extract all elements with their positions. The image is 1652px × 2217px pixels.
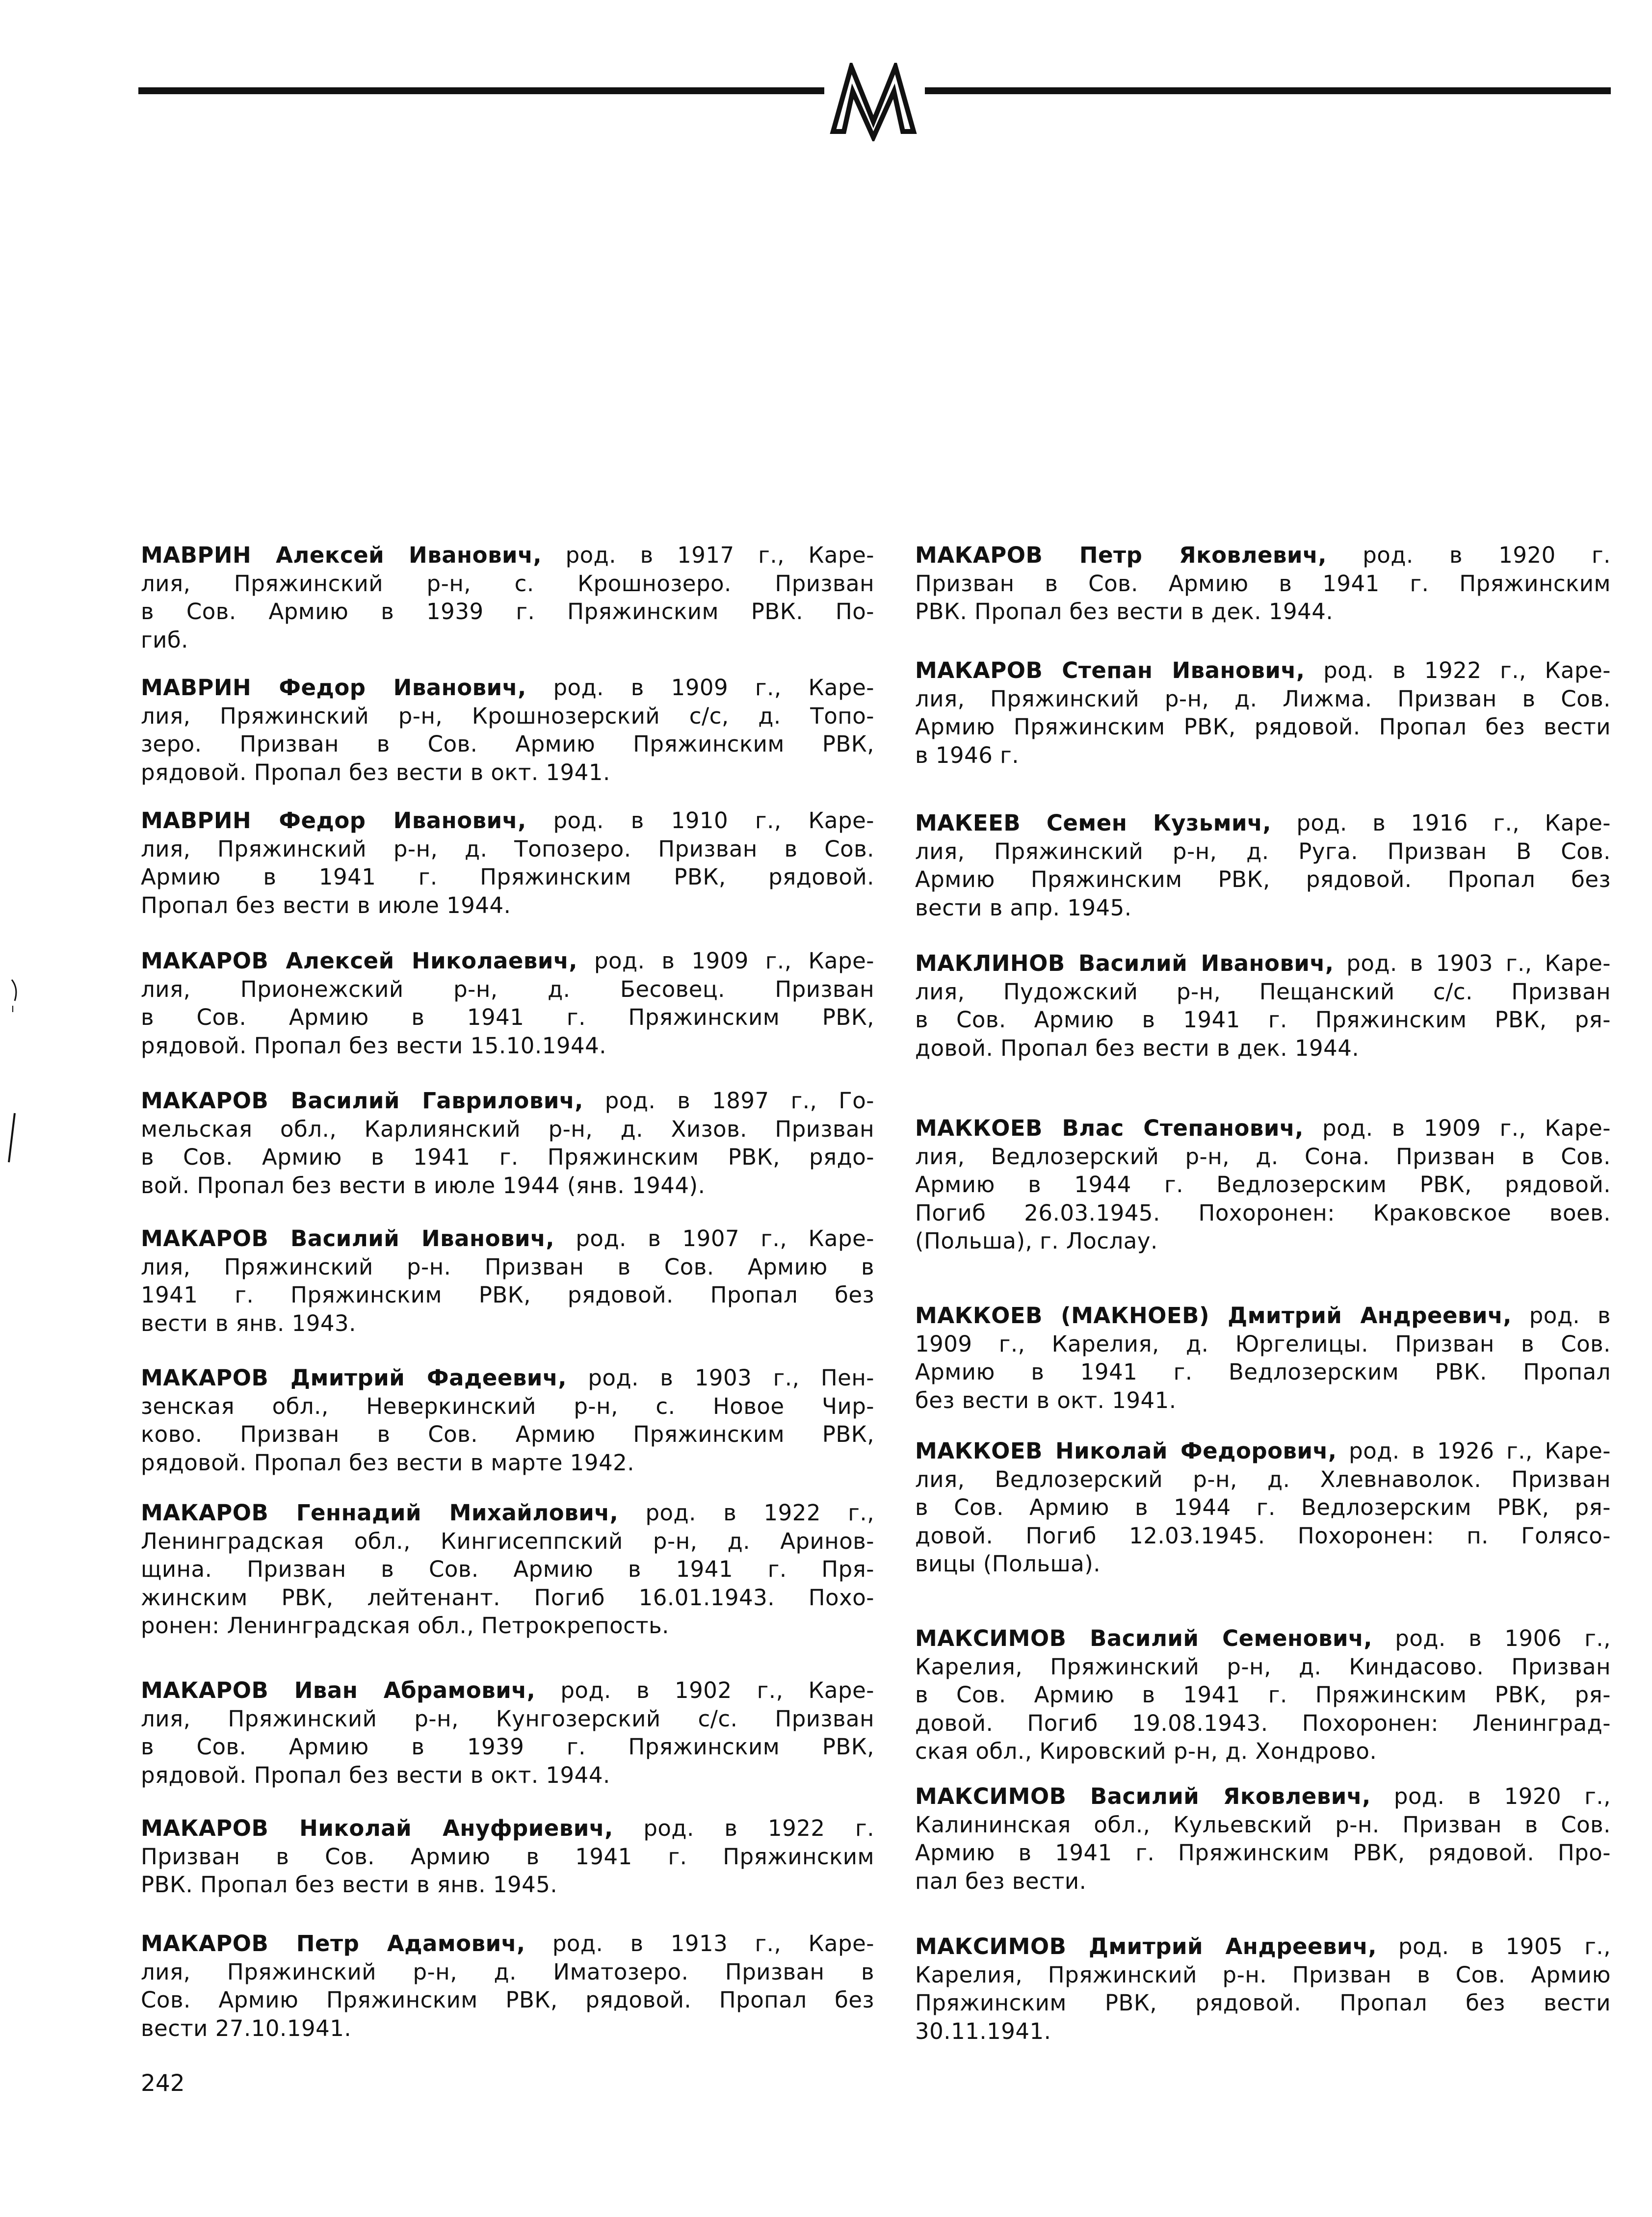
entry-text: род. в 1920 г.: [1327, 542, 1611, 568]
biography-entry: [915, 1782, 1611, 1895]
entry-name: МАВРИН Алексей Иванович,: [141, 542, 542, 568]
entry-line: [141, 1612, 874, 1640]
entry-line: [915, 1737, 1611, 1766]
entry-line: [915, 1386, 1611, 1415]
entry-text: жинским РВК, лейтенант. Погиб 16.01.1943. Похо-: [141, 1584, 874, 1611]
entry-line: [915, 1143, 1611, 1171]
entry-text: ская обл., Кировский р-н, д. Хондрово.: [915, 1738, 1377, 1764]
entry-line: [915, 656, 1611, 685]
entry-name: МАКАРОВ Василий Гаврилович,: [141, 1088, 583, 1114]
entry-line: [141, 1555, 874, 1584]
entry-text: Карелия, Пряжинский р-н. Призван в Сов. Армию: [915, 1961, 1611, 1988]
entry-line: [915, 1681, 1611, 1709]
entry-line: [915, 1811, 1611, 1839]
entry-text: лия, Пряжинский р-н, д. Лижма. Призван в Сов.: [915, 685, 1611, 712]
entry-text: ково. Призван в Сов. Армию Пряжинским РВК,: [141, 1421, 874, 1447]
biography-entry: [915, 541, 1611, 626]
entry-line: [141, 1676, 874, 1705]
entry-text: лия, Пряжинский р-н, Крошнозерский с/с, д. Топо-: [141, 703, 874, 729]
entry-text: род. в 1913 г., Каре-: [525, 1930, 874, 1956]
entry-text: пал без вести.: [915, 1868, 1087, 1894]
biography-entry: [141, 674, 874, 786]
entry-name: МАКАРОВ Петр Адамович,: [141, 1930, 525, 1956]
entry-line: [141, 1281, 874, 1309]
entry-line: [141, 975, 874, 1004]
entry-line: [141, 1143, 874, 1172]
entry-name: МАКЕЕВ Семен Кузьмич,: [915, 810, 1272, 836]
entry-text: 1941 г. Пряжинским РВК, рядовой. Пропал без: [141, 1282, 874, 1308]
entry-line: [915, 741, 1611, 770]
entry-line: [915, 1465, 1611, 1494]
entry-name: МАКАРОВ Петр Яковлевич,: [915, 542, 1327, 568]
entry-text: род. в 1905 г.,: [1377, 1933, 1611, 1959]
entry-text: Армию в 1941 г. Пряжинским РВК, рядовой. Про-: [915, 1840, 1611, 1866]
entry-name: МАВРИН Федор Иванович,: [141, 808, 526, 834]
entry-line: [915, 1199, 1611, 1227]
entry-line: [141, 1115, 874, 1144]
entry-name: МАКАРОВ Алексей Николаевич,: [141, 948, 577, 974]
entry-line: [141, 1733, 874, 1761]
entry-line: [915, 1989, 1611, 2017]
entry-text: в Сов. Армию в 1941 г. Пряжинским РВК, рядо-: [141, 1144, 874, 1170]
entry-text: в Сов. Армию в 1939 г. Пряжинским РВК. По-: [141, 599, 874, 625]
entry-text: род. в 1903 г., Каре-: [1334, 950, 1611, 976]
entry-name: МАККОЕВ Николай Федорович,: [915, 1438, 1337, 1464]
entry-text: Армию в 1941 г. Ведлозерским РВК. Пропал: [915, 1359, 1611, 1385]
margin-mark: [7, 1111, 17, 1165]
entry-line: [915, 1550, 1611, 1578]
entry-text: род. в 1909 г., Каре-: [1303, 1115, 1611, 1141]
entry-text: в Сов. Армию в 1944 г. Ведлозерским РВК, ря-: [915, 1494, 1611, 1520]
entry-text: ронен: Ленинградская обл., Петрокрепость.: [141, 1613, 669, 1639]
biography-entry: [915, 1437, 1611, 1578]
entry-text: вести 27.10.1941.: [141, 2015, 352, 2041]
entry-line: [141, 891, 874, 920]
entry-text: зеро. Призван в Сов. Армию Пряжинским РВК,: [141, 731, 874, 757]
header-rule-left: [138, 87, 824, 94]
entry-text: довой. Пропал без вести в дек. 1944.: [915, 1035, 1360, 1061]
entry-text: гиб.: [141, 626, 188, 653]
entry-text: род. в: [1511, 1303, 1611, 1329]
entry-text: род. в 1926 г., Каре-: [1337, 1438, 1611, 1464]
entry-text: зенская обл., Неверкинский р-н, с. Новое Чир-: [141, 1393, 874, 1419]
entry-text: род. в 1907 г., Каре-: [554, 1226, 874, 1252]
biography-entry: [915, 1624, 1611, 1766]
entry-line: [141, 1584, 874, 1612]
entry-line: [915, 1932, 1611, 1961]
entry-line: [915, 865, 1611, 894]
entry-text: лия, Пряжинский р-н, д. Руга. Призван В Сов.: [915, 838, 1611, 864]
entry-line: [915, 1034, 1611, 1063]
entry-line: [915, 1867, 1611, 1896]
entry-line: [141, 1309, 874, 1338]
entry-text: род. в 1902 г., Каре-: [535, 1677, 874, 1703]
entry-line: [141, 758, 874, 787]
entry-line: [141, 1986, 874, 2014]
entry-line: [915, 1227, 1611, 1255]
entry-line: [141, 2014, 874, 2043]
entry-text: лия, Пряжинский р-н, Кунгозерский с/с. Призван: [141, 1705, 874, 1732]
entry-line: [141, 702, 874, 730]
biography-entry: [141, 1364, 874, 1477]
entry-text: мельская обл., Карлиянский р-н, д. Хизов. Призван: [141, 1116, 874, 1142]
entry-line: [141, 863, 874, 891]
entry-line: [141, 626, 874, 654]
entry-name: МАКАРОВ Василий Иванович,: [141, 1226, 555, 1252]
entry-text: Пряжинским РВК, рядовой. Пропал без вести: [915, 1990, 1611, 2016]
entry-text: Ленинградская обл., Кингисеппский р-н, д. Аринов-: [141, 1528, 874, 1554]
entry-text: в Сов. Армию в 1939 г. Пряжинским РВК,: [141, 1734, 874, 1760]
biography-entry: [141, 541, 874, 654]
entry-text: рядовой. Пропал без вести в марте 1942.: [141, 1449, 635, 1476]
entry-text: лия, Прионежский р-н, д. Бесовец. Призван: [141, 976, 874, 1002]
entry-line: [141, 570, 874, 598]
biography-entry: [141, 947, 874, 1060]
entry-line: [915, 837, 1611, 866]
entry-name: МАКАРОВ Геннадий Михайлович,: [141, 1500, 619, 1526]
biography-entry: [141, 1499, 874, 1640]
entry-text: лия, Пряжинский р-н, с. Крошнозеро. Призван: [141, 570, 874, 597]
biography-entry: [141, 807, 874, 919]
entry-text: в Сов. Армию в 1941 г. Пряжинским РВК, ря-: [915, 1007, 1611, 1033]
entry-line: [141, 807, 874, 835]
biography-entry: [141, 1225, 874, 1337]
entry-name: МАКАРОВ Николай Ануфриевич,: [141, 1815, 613, 1841]
entry-line: [141, 1420, 874, 1449]
entry-text: (Польша), г. Лослау.: [915, 1228, 1158, 1254]
entry-text: РВК. Пропал без вести в дек. 1944.: [915, 599, 1334, 625]
biography-entry: [915, 1114, 1611, 1255]
entry-line: [915, 1358, 1611, 1386]
entry-text: лия, Ведлозерский р-н, д. Хлевнаволок. Призван: [915, 1466, 1611, 1492]
entry-line: [141, 730, 874, 758]
entry-name: МАКАРОВ Иван Абрамович,: [141, 1677, 536, 1703]
entry-text: род. в 1922 г.,: [618, 1500, 874, 1526]
entry-text: род. в 1903 г., Пен-: [566, 1365, 874, 1391]
entry-text: без вести в окт. 1941.: [915, 1387, 1177, 1413]
entry-line: [141, 541, 874, 570]
entry-text: Калининская обл., Кульевский р-н. Призван в Сов.: [915, 1811, 1611, 1838]
biography-entry: [915, 1302, 1611, 1414]
entry-line: [915, 1437, 1611, 1465]
entry-text: в Сов. Армию в 1941 г. Пряжинским РВК, ря-: [915, 1682, 1611, 1708]
entry-line: [915, 1961, 1611, 1989]
entry-line: [915, 1522, 1611, 1550]
entry-line: [915, 1114, 1611, 1143]
entry-line: [915, 598, 1611, 626]
entry-line: [915, 1171, 1611, 1199]
biography-entry: [915, 1932, 1611, 2045]
entry-text: род. в 1922 г., Каре-: [1305, 657, 1611, 683]
entry-text: род. в 1922 г.: [613, 1815, 874, 1841]
entry-line: [915, 1653, 1611, 1681]
entry-line: [915, 1624, 1611, 1653]
entry-line: [915, 1302, 1611, 1330]
entry-line: [915, 809, 1611, 837]
entry-line: [141, 1930, 874, 1958]
entry-text: Пропал без вести в июле 1944.: [141, 892, 511, 918]
entry-text: Призван в Сов. Армию в 1941 г. Пряжинским: [141, 1843, 874, 1870]
entry-text: род. в 1906 г.,: [1372, 1625, 1611, 1651]
section-letter-m-icon: [829, 63, 918, 141]
entry-text: Армию Пряжинским РВК, рядовой. Пропал без: [915, 866, 1611, 892]
entry-line: [141, 1871, 874, 1899]
entry-line: [915, 1782, 1611, 1811]
entry-line: [915, 713, 1611, 741]
entry-text: лия, Ведлозерский р-н, д. Сона. Призван в Сов.: [915, 1143, 1611, 1170]
entry-line: [915, 1709, 1611, 1738]
entry-text: род. в 1917 г., Каре-: [542, 542, 874, 568]
page-number: 242: [141, 2070, 185, 2097]
entry-line: [141, 1003, 874, 1032]
entry-name: МАКСИМОВ Василий Яковлевич,: [915, 1783, 1371, 1809]
margin-mark: [9, 979, 19, 1013]
entry-line: [141, 1958, 874, 1986]
entry-text: род. в 1910 г., Каре-: [526, 808, 874, 834]
entry-text: Карелия, Пряжинский р-н, д. Киндасово. Призван: [915, 1653, 1611, 1680]
entry-text: род. в 1916 г., Каре-: [1271, 810, 1611, 836]
entry-text: лия, Пряжинский р-н, д. Топозеро. Призван в Сов.: [141, 835, 874, 862]
entry-line: [915, 1330, 1611, 1358]
entry-line: [141, 835, 874, 863]
entry-text: 30.11.1941.: [915, 2018, 1051, 2044]
entry-text: Армию в 1941 г. Пряжинским РВК, рядовой.: [141, 864, 874, 890]
entry-text: в Сов. Армию в 1941 г. Пряжинским РВК,: [141, 1004, 874, 1030]
entry-text: рядовой. Пропал без вести в окт. 1944.: [141, 1762, 610, 1788]
entry-line: [915, 570, 1611, 598]
entry-text: род. в 1909 г., Каре-: [526, 675, 874, 701]
entry-line: [141, 598, 874, 626]
entry-line: [915, 1493, 1611, 1522]
entry-text: род. в 1897 г., Го-: [583, 1088, 874, 1114]
entry-text: щина. Призван в Сов. Армию в 1941 г. Пря-: [141, 1556, 874, 1582]
biography-entry: [141, 1814, 874, 1899]
entry-text: лия, Пудожский р-н, Пещанский с/с. Призван: [915, 978, 1611, 1005]
entry-line: [141, 1705, 874, 1733]
biography-entry: [141, 1930, 874, 2042]
entry-line: [141, 1499, 874, 1527]
entry-text: довой. Погиб 12.03.1945. Похоронен: п. Голясо-: [915, 1522, 1611, 1549]
biography-entry: [915, 949, 1611, 1062]
entry-line: [141, 1225, 874, 1253]
entry-name: МАКАРОВ Дмитрий Фадеевич,: [141, 1365, 567, 1391]
entry-text: род. в 1909 г., Каре-: [577, 948, 874, 974]
entry-name: МАККОЕВ Влас Степанович,: [915, 1115, 1304, 1141]
entry-line: [915, 1006, 1611, 1034]
entry-line: [141, 947, 874, 975]
entry-text: Призван в Сов. Армию в 1941 г. Пряжинским: [915, 570, 1611, 597]
entry-text: лия, Пряжинский р-н, д. Иматозеро. Призван в: [141, 1958, 874, 1985]
header-rule-right: [925, 87, 1611, 94]
entry-line: [141, 674, 874, 702]
entry-text: лия, Пряжинский р-н. Призван в Сов. Армию в: [141, 1253, 874, 1280]
entry-text: рядовой. Пропал без вести в окт. 1941.: [141, 759, 610, 785]
entry-text: РВК. Пропал без вести в янв. 1945.: [141, 1872, 558, 1898]
entry-text: вицы (Польша).: [915, 1551, 1101, 1577]
entry-line: [141, 1032, 874, 1060]
entry-name: МАКАРОВ Степан Иванович,: [915, 657, 1305, 683]
entry-text: Армию в 1944 г. Ведлозерским РВК, рядовой.: [915, 1172, 1611, 1198]
entry-line: [915, 541, 1611, 570]
entry-text: вести в апр. 1945.: [915, 894, 1132, 921]
entry-line: [915, 2017, 1611, 2046]
entry-line: [141, 1253, 874, 1281]
entry-name: МАКСИМОВ Дмитрий Андреевич,: [915, 1933, 1377, 1959]
entry-name: МАКЛИНОВ Василий Иванович,: [915, 950, 1334, 976]
entry-text: рядовой. Пропал без вести 15.10.1944.: [141, 1032, 607, 1059]
entry-line: [915, 1839, 1611, 1867]
entry-line: [141, 1449, 874, 1477]
entry-line: [915, 685, 1611, 713]
entry-text: вой. Пропал без вести в июле 1944 (янв. 1944).: [141, 1172, 706, 1199]
entry-line: [915, 978, 1611, 1006]
entry-text: в 1946 г.: [915, 742, 1020, 768]
entry-line: [915, 949, 1611, 978]
biography-entry: [141, 1087, 874, 1200]
entry-line: [915, 894, 1611, 922]
entry-line: [141, 1814, 874, 1843]
entry-name: МАКСИМОВ Василий Семенович,: [915, 1625, 1372, 1651]
biography-entry: [915, 656, 1611, 769]
entry-text: вести в янв. 1943.: [141, 1310, 356, 1336]
entry-name: МАККОЕВ (МАКНОЕВ) Дмитрий Андреевич,: [915, 1303, 1512, 1329]
entry-text: 1909 г., Карелия, д. Юргелицы. Призван в Сов.: [915, 1330, 1611, 1357]
entry-line: [141, 1364, 874, 1392]
entry-line: [141, 1527, 874, 1556]
entry-text: Армию Пряжинским РВК, рядовой. Пропал без вести: [915, 714, 1611, 740]
entry-line: [141, 1172, 874, 1200]
biography-entry: [141, 1676, 874, 1789]
entry-name: МАВРИН Федор Иванович,: [141, 675, 526, 701]
entry-line: [141, 1392, 874, 1421]
entry-text: Сов. Армию Пряжинским РВК, рядовой. Пропал без: [141, 1987, 874, 2013]
entry-text: род. в 1920 г.,: [1370, 1783, 1611, 1809]
entry-line: [141, 1087, 874, 1115]
entry-line: [141, 1761, 874, 1790]
entry-line: [141, 1843, 874, 1871]
biography-entry: [915, 809, 1611, 922]
entry-text: Погиб 26.03.1945. Похоронен: Краковское воев.: [915, 1200, 1611, 1226]
entry-text: довой. Погиб 19.08.1943. Похоронен: Ленинград-: [915, 1710, 1611, 1736]
